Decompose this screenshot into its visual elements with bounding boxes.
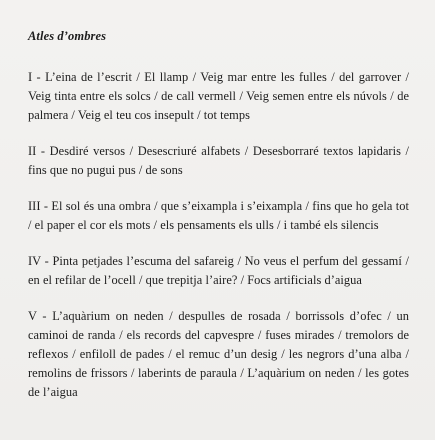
poem-section-2 bbox=[28, 142, 409, 180]
poem-section-3 bbox=[28, 197, 409, 235]
poem-section-5 bbox=[28, 307, 409, 402]
section-text: IV - Pinta petjades l’escuma del safareig / No veus el perfum del gessamí / en el refilar de l’ocell / que trepitja l’aire? / Focs artificials d’aigua bbox=[28, 254, 409, 287]
section-text: I - L’eina de l’escrit / El llamp / Veig mar entre les fulles / del garrover / Veig tinta entre els solcs / de call vermell / Veig semen entre els núvols / de palmera / Veig el teu cos insepult / tot temps bbox=[28, 70, 409, 122]
section-text: V - L’aquàrium on neden / despulles de rosada / borrissols d’ofec / un caminoi de randa / els records del capvespre / fuses mirades / tremolors de reflexos / enfiloll de pades / el remuc d’un desig / les negrors d’una alba / remolins de frissors / laberints de paraula / L’aquàrium on neden / les gotes de l’aigua bbox=[28, 309, 409, 399]
poem-title: Atles d’ombres bbox=[28, 29, 107, 43]
poem-section-4 bbox=[28, 252, 409, 290]
section-text: III - El sol és una ombra / que s’eixampla i s’eixampla / fins que ho gela tot / el paper el cor els mots / els pensaments els ulls / i també els silencis bbox=[28, 199, 409, 232]
poem-section-1 bbox=[28, 68, 409, 125]
section-text: II - Desdiré versos / Desescriuré alfabets / Desesborraré textos lapidaris / fins que no pugui pus / de sons bbox=[28, 144, 409, 177]
